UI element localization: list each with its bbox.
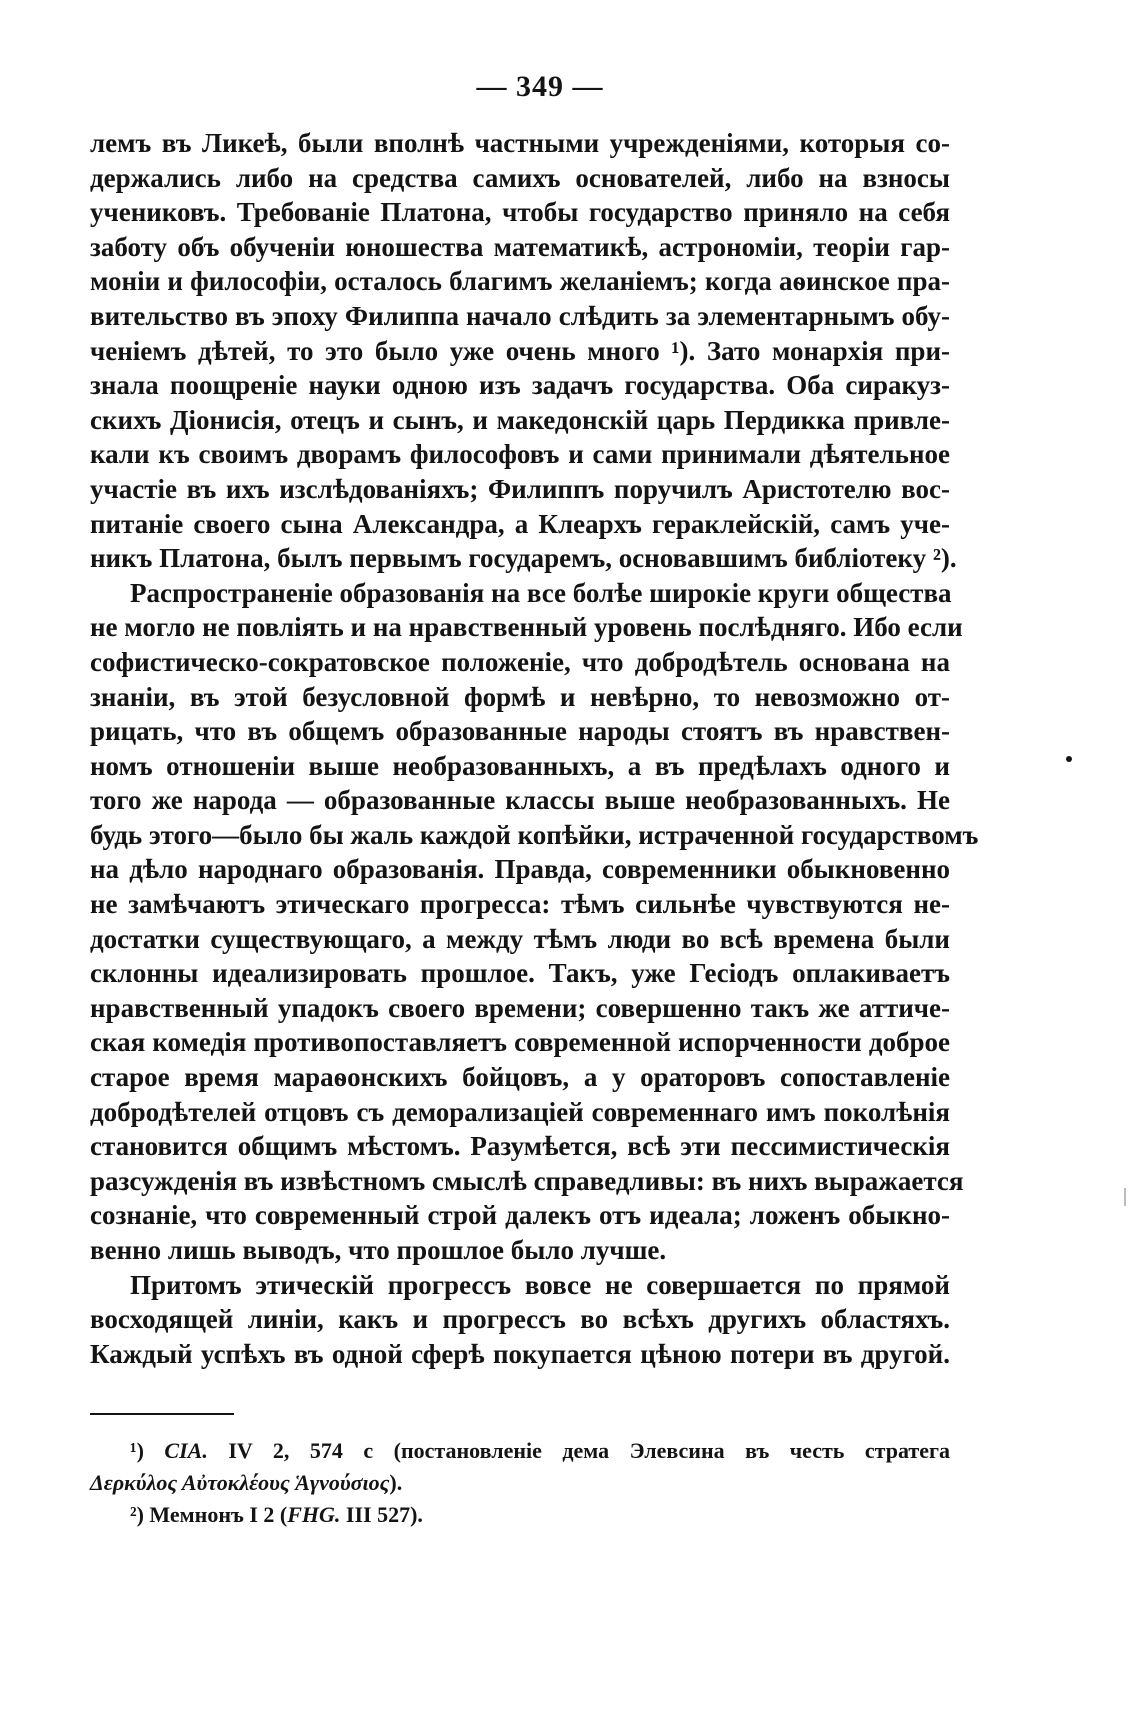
footnote-text: III 527). bbox=[340, 1502, 423, 1528]
text-line: ская комедiя противопоставляетъ современной испорченности доброе bbox=[90, 1027, 950, 1058]
paragraph-1 bbox=[90, 126, 957, 576]
text-line: знанiи, въ этой безусловной формѣ и невѣрно, то невозможно от- bbox=[90, 681, 950, 712]
text-line: не замѣчаютъ этическаго прогресса: тѣмъ сильнѣе чувствуются не- bbox=[90, 889, 950, 920]
text-line: нравственный упадокъ своего времени; совершенно такъ же аттиче- bbox=[90, 992, 950, 1023]
paragraph-2 bbox=[90, 576, 979, 1268]
footnote-1 bbox=[90, 1435, 950, 1499]
text-line: знала поощренiе науки одною изъ задачъ государства. Оба сиракуз- bbox=[90, 370, 950, 401]
text-line: монiи и философiи, осталось благимъ желанiемъ; когда аѳинское пра- bbox=[90, 266, 950, 297]
text-line: становится общимъ мѣстомъ. Разумѣется, всѣ эти пессимистическiя bbox=[90, 1131, 950, 1162]
text-line: на дѣло народнаго образованiя. Правда, современники обыкновенно bbox=[90, 854, 950, 885]
text-line: участiе въ ихъ изслѣдованiяхъ; Филиппъ поручилъ Аристотелю вос- bbox=[90, 473, 950, 504]
footnote-text: IV 2, 574 c (постановленiе дема Элевсина въ честь стратега bbox=[207, 1438, 950, 1464]
book-page bbox=[90, 70, 979, 1531]
text-line: достатки существующаго, а между тѣмъ люди во всѣ времена были bbox=[90, 923, 950, 954]
paragraph-3 bbox=[90, 1268, 950, 1372]
text-line: кали къ своимъ дворамъ философовъ и сами принимали дѣятельное bbox=[90, 439, 950, 470]
text-line: будь этого—было бы жаль каждой копѣйки, истраченной государствомъ bbox=[90, 819, 979, 850]
footnote-text: ²) Мемнонъ I 2 ( bbox=[130, 1502, 288, 1528]
footnote-line bbox=[90, 1499, 950, 1531]
text-line: старое время мараѳонскихъ бойцовъ, а у ораторовъ сопоставленiе bbox=[90, 1062, 950, 1093]
text-line: учениковъ. Требованiе Платона, чтобы государство приняло на себя bbox=[90, 197, 950, 228]
text-line: Распространенiе образованiя на все болѣе широкiе круги общества bbox=[130, 577, 952, 608]
footnote-2 bbox=[90, 1499, 950, 1531]
footnote-greek-name: Δερκύλος Αὐτοκλέους Ἁγνούσιος bbox=[90, 1470, 390, 1496]
text-line: венно лишь выводъ, что прошлое было лучше. bbox=[90, 1235, 667, 1265]
text-line: ченiемъ дѣтей, то это было уже очень много ¹). Зато монархiя при- bbox=[90, 335, 950, 366]
text-line: софистическо-сократовское положенiе, что добродѣтель основана на bbox=[90, 646, 950, 677]
text-line: сознанiе, что современный строй далекъ отъ идеала; ложенъ обыкно- bbox=[90, 1200, 950, 1231]
text-line: Притомъ этическiй прогрессъ вовсе не совершается по прямой bbox=[130, 1269, 950, 1300]
text-line: вительство въ эпоху Филиппа начало слѣдить за элементарнымъ обу- bbox=[90, 300, 950, 331]
text-line: номъ отношенiи выше необразованныхъ, а въ предѣлахъ одного и bbox=[90, 750, 950, 781]
text-line: разсужденiя въ извѣстномъ смыслѣ справедливы: въ нихъ выражается bbox=[90, 1165, 964, 1196]
text-line: держались либо на средства самихъ основателей, либо на взносы bbox=[90, 162, 950, 193]
scan-edge-mark bbox=[1124, 1188, 1126, 1206]
footnote-text: ). bbox=[389, 1470, 403, 1496]
text-line: лемъ въ Ликеѣ, были вполнѣ частными учрежденiями, которыя со- bbox=[90, 128, 950, 158]
text-line: рицать, что въ общемъ образованные народы стоятъ въ нравствен- bbox=[90, 716, 950, 747]
footnote-source: FHG. bbox=[287, 1502, 341, 1528]
text-line: заботу объ обученiи юношества математикѣ, астрономiи, теорiи гар- bbox=[90, 231, 950, 262]
text-line: не могло не повлiять и на нравственный уровень послѣдняго. Ибо если bbox=[90, 612, 963, 643]
page-number: — 349 — bbox=[476, 70, 604, 103]
text-line: питанiе своего сына Александра, а Клеархъ гераклейскiй, самъ уче- bbox=[90, 508, 950, 539]
footnote-separator bbox=[90, 1413, 234, 1415]
footnote-line bbox=[90, 1467, 950, 1499]
footnote-source: CIA. bbox=[164, 1438, 208, 1464]
text-line: никъ Платона, былъ первымъ государемъ, основавшимъ библiотеку ²). bbox=[90, 543, 957, 574]
footnote-marker: ¹) bbox=[130, 1438, 165, 1464]
text-line: скихъ Дiонисiя, отецъ и сынъ, и македонскiй царь Пердикка привле- bbox=[90, 404, 950, 435]
text-line: восходящей линiи, какъ и прогрессъ во всѣхъ другихъ областяхъ. bbox=[90, 1304, 950, 1335]
text-line: того же народа — образованные классы выше необразованныхъ. Не bbox=[90, 785, 950, 816]
text-line: склонны идеализировать прошлое. Такъ, уже Гесiодъ оплакиваетъ bbox=[90, 958, 950, 989]
text-line: добродѣтелей отцовъ съ деморализацiей современнаго имъ поколѣнiя bbox=[90, 1096, 950, 1127]
text-line: Каждый успѣхъ въ одной сферѣ покупается цѣною потери въ другой. bbox=[90, 1338, 950, 1369]
footnote-line bbox=[90, 1435, 950, 1467]
margin-ink-dot bbox=[1066, 756, 1072, 762]
